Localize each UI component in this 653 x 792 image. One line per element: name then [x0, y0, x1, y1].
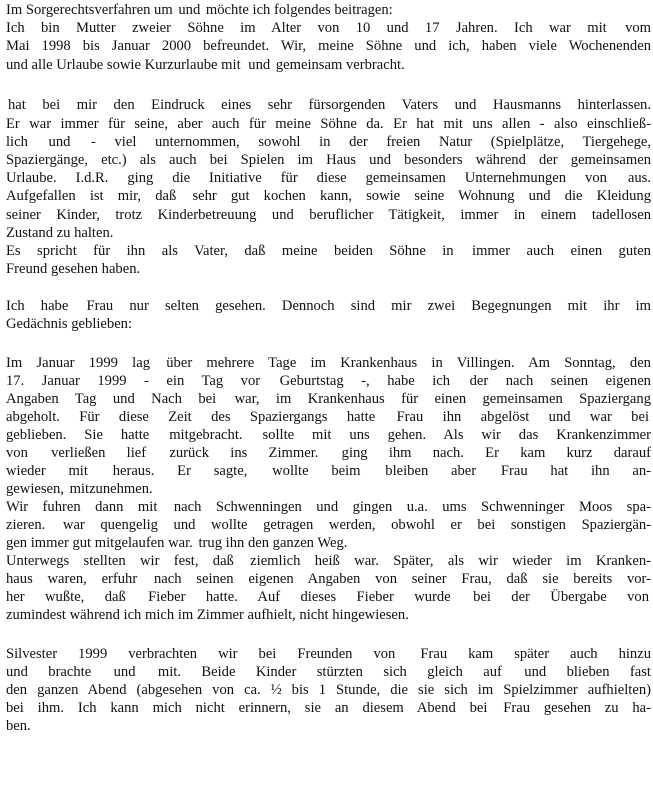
text-line — [6, 589, 651, 606]
text-segment: - viel unternommen, sowohl in der freien Natur (Spielplätze, Tiergehege, — [91, 134, 651, 150]
text-line — [6, 535, 347, 552]
text-line — [6, 261, 140, 278]
text-line — [6, 409, 651, 426]
text-segment: Frau kam später auch hinzu — [420, 646, 652, 662]
text-segment: Geburtstag -, habe ich — [279, 373, 451, 389]
text-line — [6, 57, 405, 74]
text-segment: Ich bin Mutter zweier Söhne im Alter von 10 und 17 Jahren. Ich war mit — [6, 20, 607, 36]
text-line — [6, 481, 153, 498]
text-segment: Angaben Tag und Nach bei — [6, 391, 217, 407]
text-segment: und — [178, 2, 201, 18]
text-segment: zieren. — [6, 517, 46, 533]
text-segment: aus. — [627, 170, 651, 186]
text-segment: Unterwegs stellten wir fest, daß — [6, 553, 234, 569]
text-line — [6, 646, 651, 663]
text-segment: bleiben aber — [385, 463, 477, 479]
text-line — [6, 664, 651, 681]
text-segment: ging ihm nach. Er kam kurz darauf — [341, 445, 651, 461]
text-segment: geblieben. Sie hatte — [6, 427, 150, 443]
text-line — [6, 355, 651, 372]
text-segment: ben. — [6, 718, 31, 734]
text-segment: immer auch einen guten — [472, 243, 651, 259]
text-segment: sehr gut kochen kann, sowie seine Wohnung und die Kleidung — [192, 188, 651, 204]
text-line — [6, 207, 651, 224]
text-segment: gen immer gut mitgelaufen war. — [6, 535, 193, 551]
text-line — [6, 553, 651, 570]
text-line — [6, 38, 651, 55]
text-segment: Im Sorgerechtsverfahren um — [6, 2, 173, 18]
text-segment: Urlaube. I.d.R. ging die Initiative für diese gemeinsamen Unternehmungen von — [6, 170, 607, 186]
text-line — [6, 225, 113, 242]
text-segment: zumindest während ich mich im Zimmer aufhielt, nicht hingewiesen. — [6, 607, 409, 623]
text-line — [6, 499, 651, 516]
text-segment: ziemlich heiß war. Später, als wir wieder im Kranken- — [250, 553, 651, 569]
text-segment: sollte mit uns gehen. Als wir das Krankenzimmer — [262, 427, 652, 443]
text-line — [6, 391, 651, 408]
text-segment: zurück ins Zimmer. — [169, 445, 319, 461]
text-line — [6, 700, 651, 717]
text-segment: bei der Übergabe von — [473, 589, 650, 605]
text-segment: Frau nur selten gesehen. Dennoch sind mir zwei Begegnungen mit ihr im — [86, 298, 651, 314]
text-segment: heraus. Er sagte, — [112, 463, 248, 479]
text-segment: abgeholt. Für diese Zeit des Spaziergangs hatte — [6, 409, 376, 425]
text-segment: Fieber hatte. Auf dieses Fieber wurde — [148, 589, 451, 605]
text-segment: nach Schwenningen und gingen u.a. ums Schwenninger Moos spa- — [173, 499, 651, 515]
text-segment: Ich habe — [6, 298, 69, 314]
text-segment: den ganzen Abend (abgesehen von ca. ½ bis 1 Stunde, die sie sich im Spielzimmer aufhielten) — [6, 682, 651, 698]
text-segment: lich — [6, 134, 28, 150]
text-line — [6, 445, 651, 462]
text-segment: und — [248, 57, 271, 73]
text-segment: und brachte — [6, 664, 92, 680]
text-segment: Im Januar 1999 lag — [6, 355, 151, 371]
text-segment: trug ihn den ganzen Weg. — [198, 535, 348, 551]
text-segment: verließen lief — [51, 445, 147, 461]
text-segment: mit. Beide Kinder stürzten sich gleich auf — [157, 664, 502, 680]
text-segment: gewiesen, — [6, 481, 64, 497]
text-segment: Frau hat ihn an- — [500, 463, 652, 479]
text-segment: seiner Kinder, trotz Kinderbetreuung und beruflicher Tätigkeit, immer in einem tadellosen — [6, 207, 651, 223]
text-line — [6, 682, 651, 699]
text-line — [6, 243, 651, 260]
text-segment: haus waren, erfuhr — [6, 571, 138, 587]
text-segment: bei ihm. Ich kann mich nicht erinnern, sie an diesem Abend bei — [6, 700, 488, 716]
text-segment: wollte beim — [272, 463, 361, 479]
text-segment: war quengelig und wollte getragen werden, obwohl er bei sonstigen Spaziergän- — [62, 517, 651, 533]
text-segment: Es spricht für ihn als Vater, daß meine beiden Söhne in — [6, 243, 454, 259]
text-line — [6, 20, 651, 37]
text-segment: Freund gesehen haben. — [6, 261, 141, 277]
text-segment: 17. Januar 1999 - ein Tag vor — [6, 373, 261, 389]
text-segment: gemeinsam verbracht. — [275, 57, 405, 73]
text-segment: Wir fuhren dann mit — [6, 499, 158, 515]
text-line — [6, 463, 651, 480]
text-segment: Frau ihn abgelöst und war bei — [396, 409, 649, 425]
text-line — [6, 316, 132, 333]
text-line — [6, 298, 651, 315]
text-segment: und blieben fast — [524, 664, 651, 680]
text-segment: möchte ich folgendes beitragen: — [205, 2, 393, 18]
text-segment: mitgebracht. — [169, 427, 243, 443]
text-line — [6, 373, 651, 390]
text-segment: hat bei mir den Eindruck eines sehr fürsorgenden Vaters und Hausmanns hinterlassen. — [8, 97, 651, 113]
text-line — [6, 427, 651, 444]
text-segment: Silvester 1999 verbrachten wir bei Freunden von — [6, 646, 396, 662]
text-line — [6, 134, 651, 151]
text-segment: Er war immer für seine, aber auch für meine Söhne da. Er hat mit uns allen - also einschließ- — [6, 116, 651, 132]
text-segment: Frau gesehen zu ha- — [503, 700, 651, 716]
text-line — [6, 607, 409, 624]
text-line — [6, 571, 651, 588]
text-line — [6, 116, 651, 133]
text-segment: der nach seinen eigenen — [469, 373, 651, 389]
text-line — [6, 188, 651, 205]
text-segment: vom — [625, 20, 652, 36]
text-segment: Aufgefallen ist mir, daß — [6, 188, 177, 204]
text-line — [6, 2, 393, 19]
text-segment: und — [48, 134, 71, 150]
text-line — [6, 170, 651, 187]
text-segment: von — [6, 445, 28, 461]
text-segment: her wußte, daß — [6, 589, 126, 605]
text-segment: war, im Krankenhaus für einen gemeinsamen Spaziergang — [234, 391, 651, 407]
text-segment: mitzunehmen. — [69, 481, 153, 497]
text-segment: Gedächnis geblieben: — [6, 316, 133, 332]
text-segment: und alle Urlaube sowie Kurzurlaube mit — [6, 57, 241, 73]
text-line — [6, 97, 651, 114]
text-segment: nach seinen eigenen Angaben von seiner Frau, daß sie bereits vor- — [153, 571, 651, 587]
text-line — [6, 517, 651, 534]
text-segment: und — [113, 664, 136, 680]
text-line — [6, 152, 651, 169]
text-segment: über mehrere Tage im Krankenhaus in Villingen. Am Sonntag, den — [166, 355, 651, 371]
text-segment: Mai 1998 bis Januar 2000 befreundet. Wir, meine Söhne und ich, haben viele Wochenenden — [6, 38, 651, 54]
text-line — [6, 718, 31, 735]
text-segment: wieder mit — [6, 463, 88, 479]
text-segment: Zustand zu halten. — [6, 225, 114, 241]
text-segment: Spaziergänge, etc.) als auch bei Spielen im Haus und besonders während der gemeinsamen — [6, 152, 651, 168]
